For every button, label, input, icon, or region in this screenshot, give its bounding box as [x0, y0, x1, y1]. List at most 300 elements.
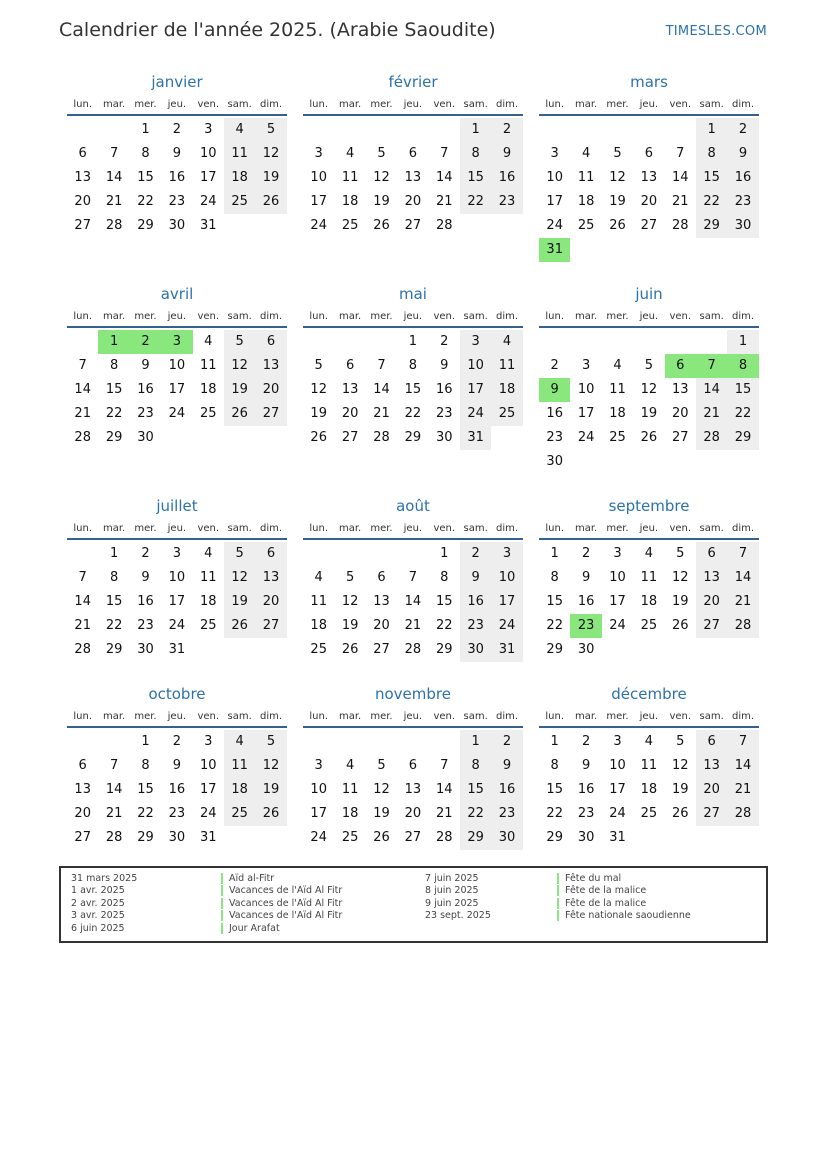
legend-name-text: Fête de la malice — [565, 885, 647, 897]
day-cell: 1 — [550, 546, 559, 561]
weekday-label: sam. — [463, 99, 488, 110]
weekday-label: mer. — [134, 99, 157, 110]
day-cell: 1 — [550, 734, 559, 749]
day-cell: 4 — [491, 330, 522, 354]
day-cell: 26 — [310, 430, 327, 445]
legend-date-text: 8 juin 2025 — [425, 885, 479, 897]
day-cell: 7 — [408, 570, 417, 585]
weekday-label: sam. — [699, 99, 724, 110]
day-cell: 11 — [341, 170, 359, 185]
day-cell: 25 — [577, 218, 595, 233]
legend-date — [71, 910, 137, 922]
day-cell: 3 — [204, 734, 213, 749]
day-cell: 28 — [373, 430, 390, 445]
weekday-label: lun. — [545, 311, 565, 322]
day-cell: 21 — [435, 806, 453, 821]
weekday-label: dim. — [496, 523, 519, 534]
day-cell: 23 — [577, 806, 595, 821]
day-cell: 9 — [460, 566, 491, 590]
day-cell: 17 — [199, 782, 217, 797]
day-cell: 23 — [168, 194, 186, 209]
weekday-label: mar. — [338, 99, 362, 110]
weekday-label: sam. — [227, 711, 252, 722]
day-cell: 12 — [373, 170, 390, 185]
day-cell: 27 — [671, 430, 689, 445]
day-cell: 23 — [546, 430, 563, 445]
day-cell: 23 — [491, 190, 522, 214]
day-cell: 15 — [105, 382, 123, 397]
day-cell: 5 — [224, 330, 255, 354]
day-cell: 14 — [105, 170, 123, 185]
day-cell: 11 — [640, 570, 658, 585]
day-cell: 9 — [491, 754, 522, 778]
day-cell: 26 — [224, 614, 255, 638]
day-cell: 10 — [460, 354, 491, 378]
day-cell: 16 — [168, 170, 186, 185]
day-cell: 28 — [696, 426, 727, 450]
day-cell: 8 — [408, 358, 417, 373]
day-cell: 14 — [105, 782, 123, 797]
day-cell: 8 — [141, 758, 150, 773]
day-cell: 17 — [310, 194, 327, 209]
day-cell: 5 — [644, 358, 653, 373]
day-cell: 27 — [696, 802, 727, 826]
day-cell: 20 — [341, 406, 359, 421]
day-cell: 23 — [460, 614, 491, 638]
day-cell: 22 — [727, 402, 758, 426]
weekday-label: sam. — [463, 523, 488, 534]
day-cell: 21 — [404, 618, 422, 633]
day-cell: 30 — [460, 638, 491, 662]
day-cell: 20 — [373, 618, 390, 633]
page-title: Calendrier de l'année 2025. (Arabie Saoudite) — [59, 19, 496, 41]
month-10 — [303, 684, 523, 850]
weekday-label: ven. — [669, 311, 692, 322]
day-cell: 9 — [581, 570, 591, 585]
day-cell: 15 — [546, 594, 563, 609]
day-cell: 5 — [345, 570, 355, 585]
empty-cell — [334, 542, 365, 566]
day-cell: 28 — [74, 642, 91, 657]
day-cell: 23 — [137, 618, 154, 633]
month-name: novembre — [375, 685, 451, 703]
weekday-label: mer. — [370, 523, 393, 534]
day-cell: 21 — [105, 194, 123, 209]
day-cell: 19 — [671, 782, 689, 797]
day-cell: 23 — [491, 802, 522, 826]
day-cell: 5 — [377, 758, 386, 773]
legend-date — [71, 885, 137, 897]
weekday-label: jeu. — [403, 523, 423, 534]
month-4 — [303, 284, 523, 450]
day-cell: 7 — [440, 146, 449, 161]
weekday-header — [67, 98, 287, 116]
day-cell: 19 — [255, 778, 286, 802]
legend-name-text: Fête nationale saoudienne — [565, 910, 691, 922]
month-name: mai — [399, 285, 427, 303]
day-cell: 8 — [440, 570, 449, 585]
empty-cell — [67, 118, 98, 142]
day-cell: 29 — [546, 830, 563, 845]
day-cell: 15 — [460, 166, 491, 190]
legend-right-names — [557, 873, 691, 923]
weekday-label: sam. — [227, 523, 252, 534]
day-cell: 29 — [137, 218, 154, 233]
day-cell: 10 — [310, 782, 327, 797]
day-cell: 5 — [613, 146, 622, 161]
weekday-label: mar. — [102, 99, 126, 110]
day-cell: 22 — [404, 406, 422, 421]
month-name: avril — [160, 285, 194, 303]
holiday-day-cell: 8 — [727, 354, 758, 378]
day-cell: 24 — [609, 618, 626, 633]
day-cell: 17 — [546, 194, 563, 209]
day-cell: 25 — [609, 430, 626, 445]
weekday-label: mer. — [134, 311, 157, 322]
day-cell: 24 — [199, 194, 217, 209]
day-cell: 18 — [310, 618, 327, 633]
weekday-label: mer. — [606, 523, 629, 534]
empty-cell — [633, 330, 664, 354]
weekday-label: sam. — [227, 311, 252, 322]
day-cell: 13 — [640, 170, 658, 185]
day-grid — [539, 730, 759, 850]
day-cell: 17 — [460, 378, 491, 402]
day-cell: 2 — [727, 118, 758, 142]
weekday-label: jeu. — [639, 311, 659, 322]
day-grid — [303, 330, 523, 450]
legend-name-text: Vacances de l'Aïd Al Fitr — [229, 897, 343, 909]
day-cell: 18 — [199, 594, 217, 609]
weekday-label: lun. — [309, 99, 329, 110]
day-cell: 18 — [341, 806, 359, 821]
day-cell: 24 — [168, 406, 186, 421]
day-cell: 15 — [404, 382, 422, 397]
day-cell: 30 — [727, 214, 758, 238]
day-cell: 4 — [204, 334, 213, 349]
day-cell: 26 — [640, 430, 658, 445]
holiday-day-cell: 7 — [696, 354, 727, 378]
weekday-label: dim. — [732, 523, 755, 534]
legend-name-text: Fête du mal — [565, 873, 622, 884]
day-cell: 2 — [550, 358, 559, 373]
day-cell: 21 — [373, 406, 390, 421]
month-name: janvier — [151, 73, 203, 91]
weekday-label: mer. — [370, 99, 393, 110]
holiday-day-cell: 3 — [161, 330, 192, 354]
weekday-label: lun. — [73, 523, 93, 534]
day-cell: 11 — [199, 358, 217, 373]
day-cell: 10 — [491, 566, 522, 590]
day-cell: 21 — [105, 806, 123, 821]
empty-cell — [303, 118, 334, 142]
month-8 — [539, 496, 759, 662]
day-cell: 14 — [727, 566, 758, 590]
day-cell: 21 — [435, 194, 453, 209]
day-cell: 27 — [341, 430, 359, 445]
day-cell: 20 — [74, 194, 91, 209]
weekday-label: sam. — [463, 311, 488, 322]
day-cell: 29 — [105, 642, 123, 657]
weekday-label: dim. — [496, 711, 519, 722]
month-name: décembre — [611, 685, 687, 703]
day-cell: 28 — [105, 830, 123, 845]
empty-cell — [665, 118, 696, 142]
weekday-header — [539, 522, 759, 540]
day-cell: 5 — [224, 542, 255, 566]
holiday-marker — [221, 898, 223, 909]
legend-date — [71, 898, 137, 910]
day-cell: 27 — [74, 218, 91, 233]
day-cell: 2 — [491, 118, 522, 142]
day-cell: 27 — [255, 614, 286, 638]
holiday-marker — [221, 910, 223, 921]
day-cell: 20 — [671, 406, 689, 421]
day-cell: 30 — [168, 218, 186, 233]
weekday-label: mar. — [574, 523, 598, 534]
day-cell: 29 — [404, 430, 422, 445]
empty-cell — [67, 542, 98, 566]
weekday-label: ven. — [669, 711, 692, 722]
empty-cell — [303, 330, 334, 354]
empty-cell — [67, 730, 98, 754]
empty-cell — [334, 118, 365, 142]
legend-name — [557, 910, 691, 922]
weekday-header — [67, 522, 287, 540]
day-cell: 23 — [137, 406, 154, 421]
holiday-day-cell: 2 — [130, 330, 161, 354]
day-cell: 8 — [550, 570, 559, 585]
day-cell: 27 — [373, 642, 390, 657]
day-cell: 17 — [168, 382, 186, 397]
legend-name — [221, 873, 342, 885]
weekday-header — [67, 310, 287, 328]
day-cell: 22 — [435, 618, 453, 633]
day-cell: 1 — [696, 118, 727, 142]
legend-date-text: 3 avr. 2025 — [71, 910, 125, 922]
day-cell: 20 — [74, 806, 91, 821]
day-cell: 4 — [644, 734, 653, 749]
day-cell: 31 — [609, 830, 626, 845]
weekday-label: sam. — [699, 311, 724, 322]
day-cell: 14 — [435, 782, 453, 797]
legend-date — [425, 885, 491, 897]
weekday-header — [303, 98, 523, 116]
weekday-label: dim. — [260, 99, 283, 110]
weekday-label: ven. — [433, 311, 456, 322]
day-cell: 22 — [137, 806, 154, 821]
day-cell: 11 — [640, 758, 658, 773]
day-cell: 18 — [640, 782, 658, 797]
day-cell: 6 — [345, 358, 355, 373]
day-cell: 6 — [408, 758, 417, 773]
day-cell: 26 — [609, 218, 626, 233]
day-cell: 6 — [696, 542, 727, 566]
day-cell: 14 — [696, 378, 727, 402]
weekday-label: lun. — [309, 523, 329, 534]
day-cell: 31 — [199, 830, 217, 845]
day-cell: 3 — [613, 546, 622, 561]
day-cell: 8 — [109, 358, 119, 373]
day-cell: 8 — [550, 758, 559, 773]
day-cell: 16 — [546, 406, 563, 421]
day-cell: 26 — [671, 618, 689, 633]
day-grid — [67, 542, 287, 662]
legend-date-text: 23 sept. 2025 — [425, 910, 491, 922]
weekday-label: jeu. — [403, 99, 423, 110]
day-cell: 31 — [491, 638, 522, 662]
day-cell: 15 — [727, 378, 758, 402]
day-cell: 7 — [78, 570, 87, 585]
day-cell: 6 — [696, 730, 727, 754]
day-cell: 24 — [577, 430, 595, 445]
day-cell: 21 — [727, 778, 758, 802]
legend-date-text: 2 avr. 2025 — [71, 897, 125, 909]
day-cell: 15 — [105, 594, 123, 609]
day-cell: 19 — [373, 806, 390, 821]
holiday-marker — [557, 873, 559, 884]
day-cell: 16 — [137, 594, 154, 609]
day-cell: 25 — [199, 618, 217, 633]
day-cell: 11 — [609, 382, 626, 397]
month-name: août — [396, 497, 430, 515]
month-5 — [539, 284, 759, 474]
weekday-label: jeu. — [167, 311, 187, 322]
day-cell: 9 — [141, 358, 150, 373]
day-cell: 26 — [255, 190, 286, 214]
weekday-label: lun. — [309, 311, 329, 322]
weekday-label: mar. — [102, 523, 126, 534]
day-cell: 12 — [671, 758, 689, 773]
day-cell: 2 — [440, 334, 449, 349]
month-1 — [303, 72, 523, 238]
empty-cell — [334, 330, 365, 354]
day-cell: 12 — [310, 382, 327, 397]
weekday-label: dim. — [732, 711, 755, 722]
weekday-label: mar. — [102, 711, 126, 722]
legend-date-text: 7 juin 2025 — [425, 873, 479, 884]
day-cell: 4 — [204, 546, 213, 561]
day-cell: 2 — [172, 122, 181, 137]
weekday-label: ven. — [433, 99, 456, 110]
day-cell: 28 — [105, 218, 123, 233]
weekday-label: jeu. — [403, 711, 423, 722]
day-cell: 26 — [373, 830, 390, 845]
day-cell: 11 — [224, 754, 255, 778]
month-3 — [67, 284, 287, 450]
empty-cell — [303, 730, 334, 754]
day-cell: 14 — [671, 170, 689, 185]
empty-cell — [570, 330, 601, 354]
day-cell: 13 — [255, 566, 286, 590]
legend-name — [557, 873, 691, 885]
day-cell: 13 — [404, 170, 422, 185]
empty-cell — [98, 118, 129, 142]
weekday-header — [303, 710, 523, 728]
weekday-label: ven. — [433, 523, 456, 534]
day-cell: 22 — [105, 406, 123, 421]
legend-date — [425, 873, 491, 885]
day-cell: 6 — [644, 146, 653, 161]
empty-cell — [539, 118, 570, 142]
day-cell: 10 — [609, 758, 626, 773]
day-cell: 20 — [696, 590, 727, 614]
month-name: février — [388, 73, 438, 91]
day-cell: 24 — [609, 806, 626, 821]
legend-date-text: 6 juin 2025 — [71, 922, 125, 934]
day-cell: 31 — [199, 218, 217, 233]
day-cell: 2 — [141, 546, 150, 561]
weekday-label: mar. — [338, 711, 362, 722]
day-cell: 25 — [224, 802, 255, 826]
day-cell: 20 — [404, 806, 422, 821]
day-cell: 13 — [74, 170, 91, 185]
day-cell: 3 — [550, 146, 559, 161]
weekday-label: ven. — [669, 523, 692, 534]
day-cell: 1 — [460, 118, 491, 142]
day-cell: 2 — [491, 730, 522, 754]
day-cell: 25 — [224, 190, 255, 214]
day-cell: 20 — [640, 194, 658, 209]
day-cell: 22 — [460, 802, 491, 826]
legend-date-text: 31 mars 2025 — [71, 873, 138, 884]
day-cell: 16 — [460, 590, 491, 614]
day-cell: 27 — [640, 218, 658, 233]
legend-name — [221, 885, 342, 897]
legend-name — [221, 910, 342, 922]
holiday-day-cell: 1 — [98, 330, 129, 354]
day-cell: 7 — [440, 758, 449, 773]
weekday-label: lun. — [545, 99, 565, 110]
day-cell: 19 — [224, 378, 255, 402]
empty-cell — [366, 118, 397, 142]
day-cell: 9 — [581, 758, 591, 773]
day-cell: 18 — [491, 378, 522, 402]
empty-cell — [696, 330, 727, 354]
weekday-label: mar. — [338, 311, 362, 322]
weekday-label: mer. — [370, 311, 393, 322]
weekday-label: ven. — [197, 99, 220, 110]
day-cell: 10 — [199, 146, 217, 161]
day-cell: 25 — [310, 642, 327, 657]
day-cell: 10 — [168, 570, 186, 585]
day-grid — [539, 330, 759, 474]
day-cell: 18 — [224, 166, 255, 190]
day-cell: 26 — [373, 218, 390, 233]
day-cell: 1 — [141, 734, 150, 749]
day-cell: 3 — [491, 542, 522, 566]
day-grid — [67, 118, 287, 238]
empty-cell — [429, 118, 460, 142]
day-cell: 14 — [435, 170, 453, 185]
day-cell: 4 — [345, 146, 355, 161]
empty-cell — [602, 118, 633, 142]
day-cell: 19 — [671, 594, 689, 609]
empty-cell — [303, 542, 334, 566]
day-cell: 16 — [727, 166, 758, 190]
day-cell: 18 — [577, 194, 595, 209]
day-cell: 31 — [168, 642, 186, 657]
weekday-label: ven. — [197, 311, 220, 322]
day-cell: 18 — [199, 382, 217, 397]
day-cell: 9 — [440, 358, 449, 373]
day-cell: 19 — [609, 194, 626, 209]
weekday-label: mer. — [606, 99, 629, 110]
brand-link[interactable]: TIMESLES.COM — [665, 24, 767, 39]
day-cell: 14 — [74, 382, 91, 397]
day-cell: 22 — [696, 190, 727, 214]
day-cell: 23 — [435, 406, 453, 421]
